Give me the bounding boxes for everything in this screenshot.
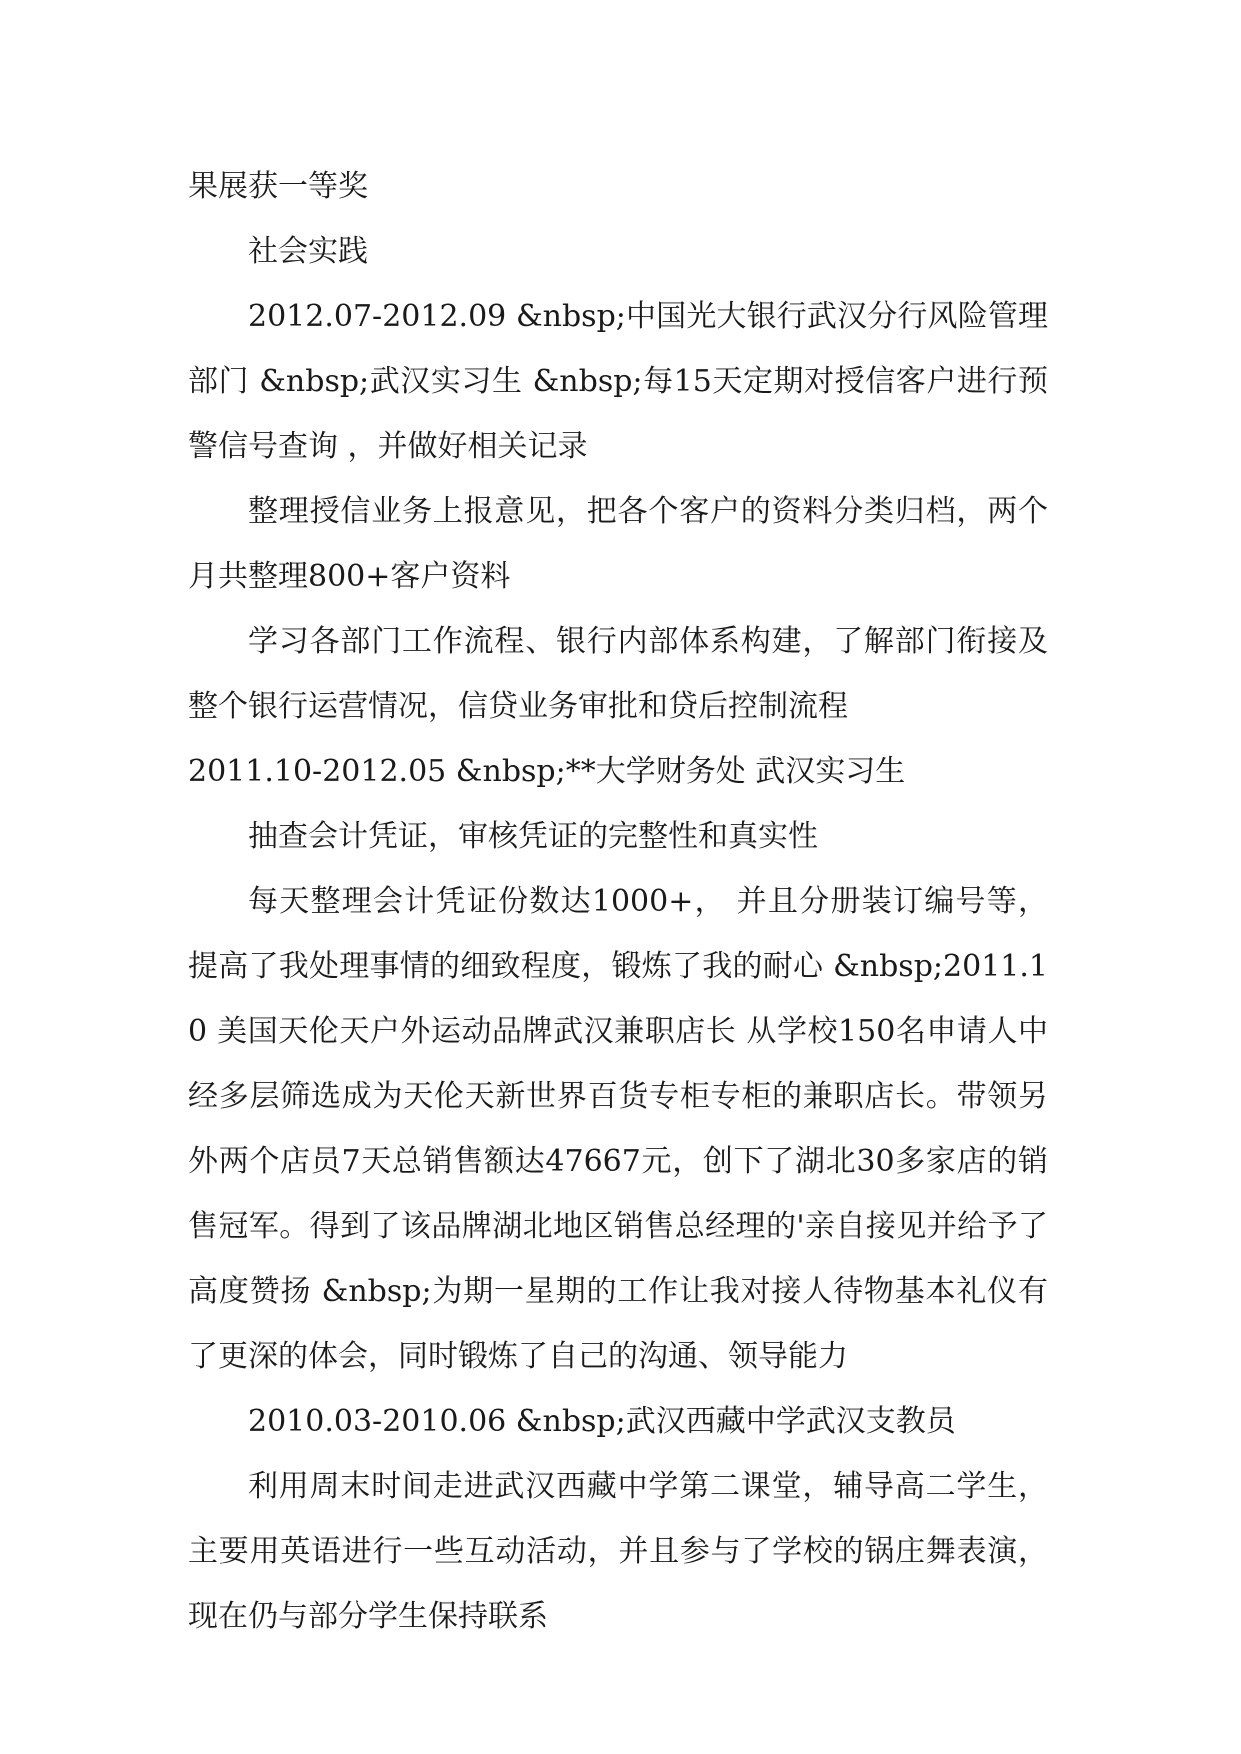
paragraph-voucher-audit: 抽查会计凭证，审核凭证的完整性和真实性 <box>248 819 818 854</box>
paragraph-finance-office-internship: 2011.10-2012.05 &nbsp;**大学财务处 武汉实习生 <box>188 754 906 789</box>
paragraph-weekend-tutoring: 利用周末时间走进武汉西藏中学第二课堂，辅导高二学生，主要用英语进行一些互动活动，并且参与了学校的锅庄舞表演，现在仍与部分学生保持联系 <box>188 1469 1048 1634</box>
paragraph-credit-archiving: 整理授信业务上报意见，把各个客户的资料分类归档，两个月共整理800+客户资料 <box>188 494 1048 594</box>
paragraph-voucher-sorting-and-store-manager: 每天整理会计凭证份数达1000+， 并且分册装订编号等，提高了我处理事情的细致程度，锻炼了我的耐心 &nbsp;2011.10 美国天伦天户外运动品牌武汉兼职店长 从学校150名申请人中经多层筛选成为天伦天新世界百货专柜专柜的兼职店长。带领另外两个店员7天总销售额达47667元，创下了湖北30多家店的销售冠军。得到了该品牌湖北地区销售总经理的'亲自接见并给予了高度赞扬 &nbsp;为期一星期的工作让我对接人待物基本礼仪有了更深的体会，同时锻炼了自己的沟通、领导能力 <box>188 884 1048 1374</box>
paragraph-everbright-internship: 2012.07-2012.09 &nbsp;中国光大银行武汉分行风险管理部门 &nbsp;武汉实习生 &nbsp;每15天定期对授信客户进行预警信号查询 ，并做好相关记录 <box>188 299 1048 464</box>
paragraph-award-continued: 果展获一等奖 <box>188 169 368 204</box>
paragraph-tibet-school-volunteer: 2010.03-2010.06 &nbsp;武汉西藏中学武汉支教员 <box>248 1404 956 1439</box>
paragraph-bank-workflow: 学习各部门工作流程、银行内部体系构建，了解部门衔接及整个银行运营情况，信贷业务审批和贷后控制流程 <box>188 624 1048 724</box>
document-body <box>188 154 1048 1649</box>
section-heading-social-practice: 社会实践 <box>248 234 368 269</box>
